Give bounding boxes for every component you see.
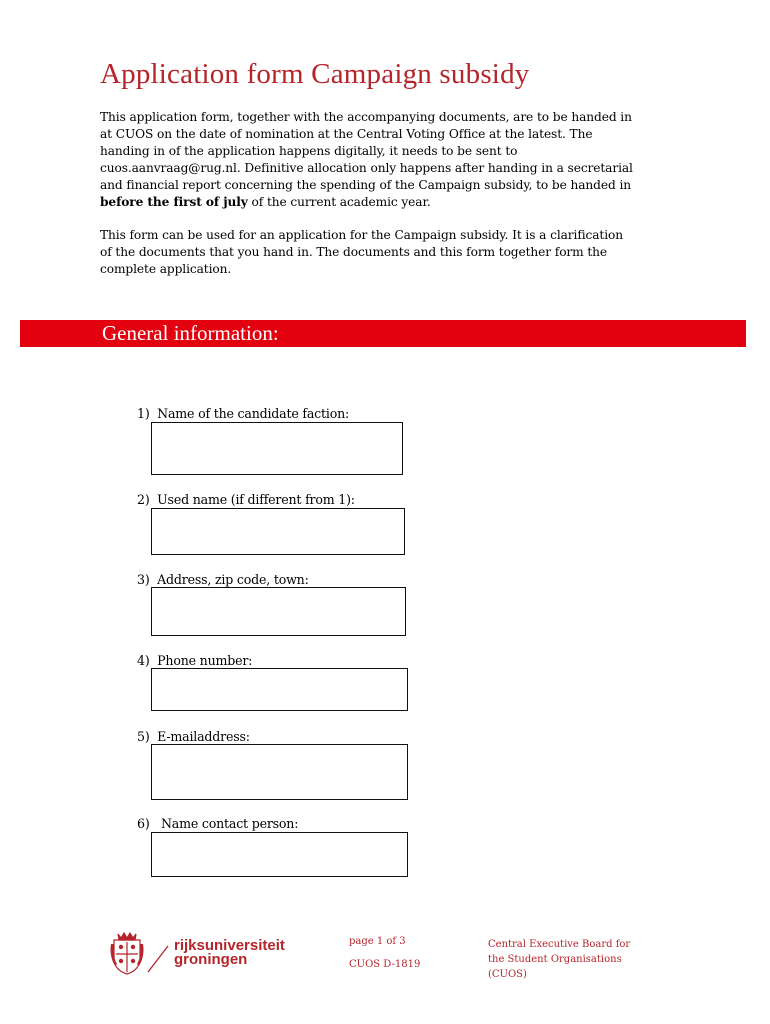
document-code: CUOS D-1819 [349,959,421,970]
used-name-input[interactable] [151,508,405,555]
university-crest-icon [110,930,290,978]
faction-name-input[interactable] [151,422,403,475]
field-label-faction-name [137,406,349,421]
field-number: 4) [137,653,150,668]
address-input[interactable] [151,587,406,636]
board-name-line: the Student Organisations [488,954,622,965]
board-name-line: Central Executive Board for [488,939,631,950]
field-label-text: Address, zip code, town: [157,572,309,587]
logo-text-line1: rijksuniversiteit [174,937,285,954]
field-label-phone [137,653,252,668]
board-name-line: (CUOS) [488,969,527,980]
field-number: 3) [137,572,150,587]
board-name [488,937,630,982]
page-title: Application form Campaign subsidy [100,58,530,90]
section-title: General information: [102,321,279,345]
section-banner [20,320,746,347]
field-label-contact-person [137,816,298,831]
field-label-address [137,572,309,587]
intro-paragraph-1 [100,109,635,211]
university-logo [110,930,290,982]
field-label-text: Name contact person: [160,816,299,831]
field-label-text: Phone number: [157,653,253,668]
field-label-used-name [137,492,355,507]
field-label-email [137,729,250,744]
field-number: 1) [137,406,150,421]
contact-person-input[interactable] [151,832,408,877]
phone-input[interactable] [151,668,408,711]
field-label-text: E-mailaddress: [157,729,250,744]
intro-paragraph-2: This form can be used for an application for the Campaign subsidy. It is a clarification of the documents that you hand in. The documents and this form together form the complete application. [100,228,623,276]
page-number: page 1 of 3 [349,936,406,947]
field-label-text: Name of the candidate faction: [157,406,350,421]
field-number: 5) [137,729,150,744]
field-number: 2) [137,492,150,507]
email-input[interactable] [151,744,408,800]
intro-text-end: of the current academic year. [247,195,431,209]
field-label-text: Used name (if different from 1): [157,492,355,507]
logo-text-line2: groningen [174,951,248,968]
field-number: 6) [137,816,150,831]
intro-text: This application form, together with the accompanying documents, are to be handed in at CUOS on the date of nomination at the Central Voting Office at the latest. The handing in of the application happens digitally, it needs to be sent to cuos.aanvraag@rug.nl. Definitive allocation only happens after handing in a secretarial and financial report concerning the spending of the Campaign subsidy, to be handed in [100,110,633,192]
deadline-text: before the first of july [100,195,248,209]
